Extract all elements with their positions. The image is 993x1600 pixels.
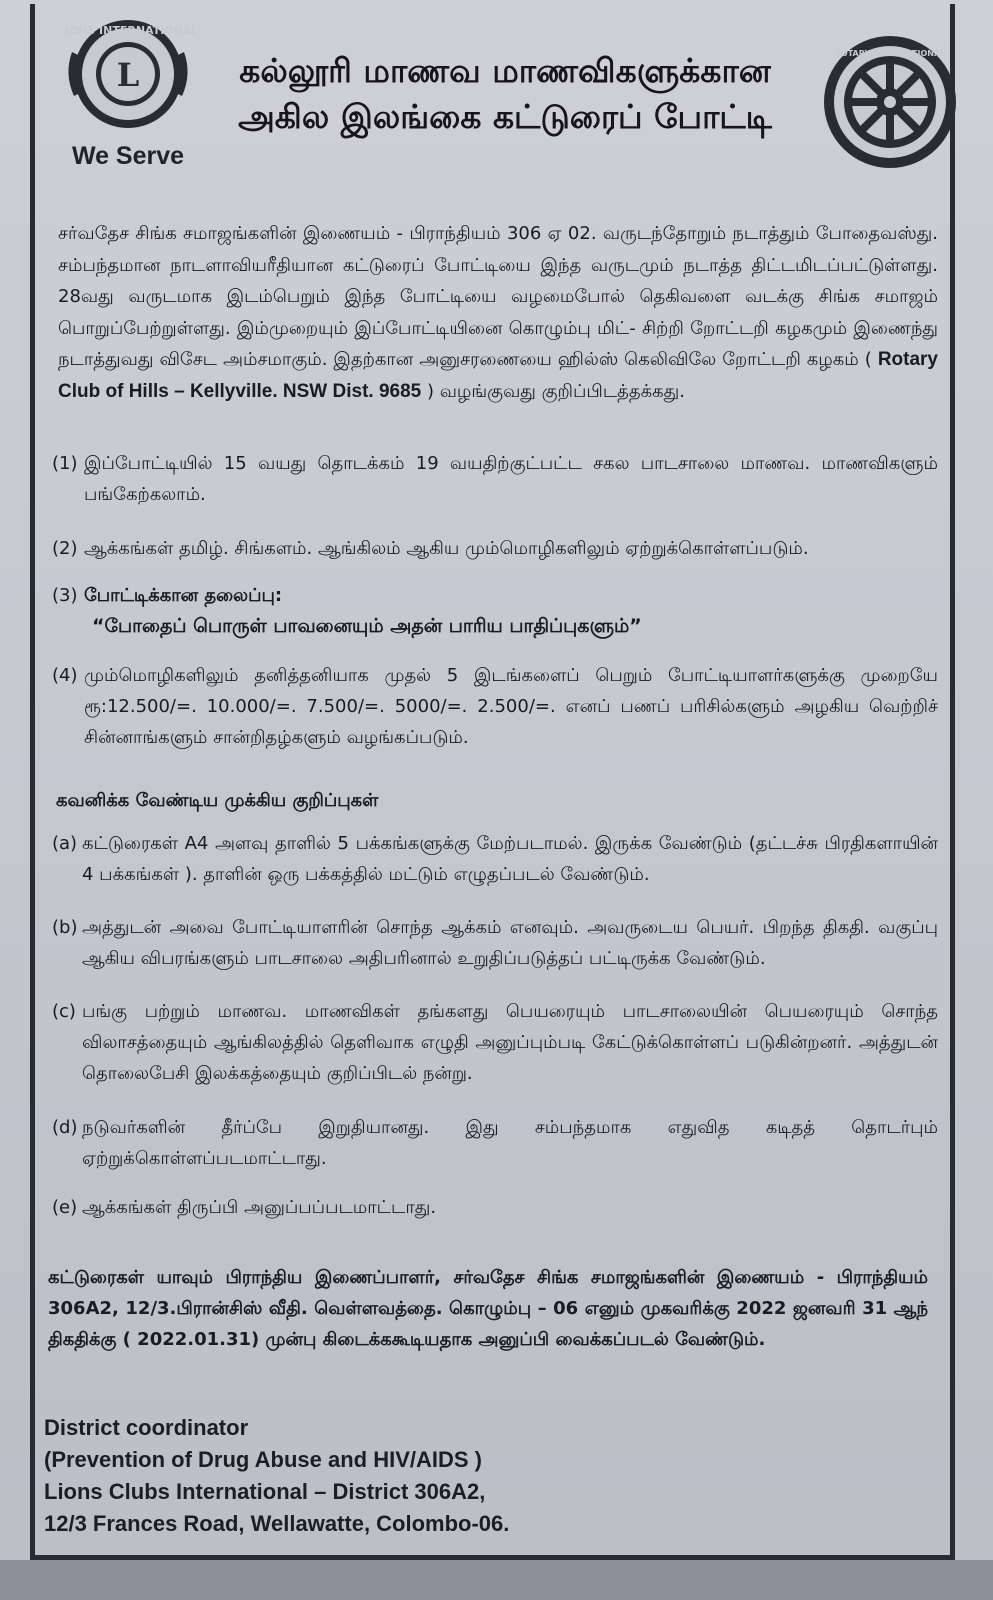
lions-logo — [62, 12, 197, 172]
rule-number: (2) — [52, 538, 78, 559]
intro-paragraph — [58, 218, 938, 407]
intro-text: சர்வதேச சிங்க சமாஜங்களின் இணையம் - பிராந்தியம் 306 ஏ 02. வருடந்தோறும் நடாத்தும் போதைவஸ்து. சம்பந்தமான நாடளாவியரீதியான கட்டுரைப் போட்டியை இந்த வருடமும் நடாத்த திட்டமிடப்பட்டுள்ளது. 28வது வருடமாக இடம்பெறும் இந்த போட்டியை வழமைபோல் தெகிவளை வடக்கு சிங்க சமாஜம் பொறுப்பேற்றுள்ளது. இம்முறையும் இப்போட்டியினை கொழும்பு மிட்- சிற்றி றோட்டறி கழகமும் இணைந்து நடாத்துவது விசேட அம்சமாகும். இதற்கான அனுசரணையை ஹில்ஸ் கெலிவிலே றோட்டறி கழகம் ( — [58, 223, 938, 370]
title-line-2: அகில இலங்கை கட்டுரைப் போட்டி — [238, 97, 772, 136]
note-letter: (a) — [52, 833, 78, 854]
signature-block — [44, 1412, 509, 1540]
note-letter: (c) — [52, 1001, 76, 1022]
notes-heading: கவனிக்க வேண்டிய முக்கிய குறிப்புகள் — [56, 790, 379, 811]
rule-number: (1) — [52, 453, 78, 474]
rule-item — [52, 660, 938, 753]
note-letter: (b) — [52, 917, 78, 938]
topic-heading: போட்டிக்கான தலைப்பு: — [84, 585, 283, 606]
signature-line-4: 12/3 Frances Road, Wellawatte, Colombo-06. — [44, 1511, 510, 1536]
rule-item — [52, 448, 938, 510]
rule-number: (4) — [52, 665, 78, 686]
rule-item — [52, 533, 938, 564]
note-item — [52, 828, 938, 890]
page-edge — [0, 1560, 993, 1600]
note-text: பங்கு பற்றும் மாணவ. மாணவிகள் தங்களது பெயரையும் பாடசாலையின் பெயரையும் சொந்த விலாசத்தையும் ஆங்கிலத்தில் தெளிவாக எழுதி அனுப்பும்படி கேட்டுக்கொள்ளப் படுகின்றனர். அத்துடன் தொலைபேசி இலக்கத்தையும் குறிப்பிடல் நன்று. — [82, 1001, 938, 1084]
note-text: அத்துடன் அவை போட்டியாளரின் சொந்த ஆக்கம் எனவும். அவருடைய பெயர். பிறந்த திகதி. வகுப்பு ஆகிய விபரங்களும் பாடசாலை அதிபரினால் உறுதிப்படுத்தப் பட்டிருக்க வேண்டும். — [82, 917, 938, 969]
intro-tail: ) வழங்குவது குறிப்பிடத்தக்கது. — [426, 380, 685, 402]
rotary-logo — [820, 32, 960, 172]
signature-line-1: District coordinator — [44, 1415, 249, 1440]
note-item — [52, 1112, 938, 1174]
note-letter: (e) — [52, 1197, 78, 1218]
note-letter: (d) — [52, 1117, 78, 1138]
rule-number: (3) — [52, 585, 78, 606]
sponsor-name: Rotary Club of Hills – Kellyville. NSW Dist. 9685 — [58, 349, 938, 402]
note-text: ஆக்கங்கள் திருப்பி அனுப்பப்படமாட்டாது. — [82, 1197, 437, 1218]
note-item — [52, 912, 938, 974]
signature-line-2: (Prevention of Drug Abuse and HIV/AIDS ) — [44, 1447, 482, 1472]
rotary-ring-text: ROTARY INTERNATIONAL — [834, 49, 946, 58]
essay-topic: “போதைப் பொருள் பாவனையும் அதன் பாரிய பாதிப்புகளும்” — [92, 615, 642, 637]
lions-letter: L — [116, 56, 140, 94]
lions-motto: We Serve — [71, 142, 185, 170]
note-text: கட்டுரைகள் A4 அளவு தாளில் 5 பக்கங்களுக்கு மேற்படாமல். இருக்க வேண்டும் (தட்டச்சு பிரதிகளாயின் 4 பக்கங்கள் ). தாளின் ஒரு பக்கத்தில் மட்டும் எழுதப்படல் வேண்டும். — [82, 833, 938, 885]
rule-item-topic — [52, 580, 938, 642]
notice-title — [215, 48, 795, 140]
signature-line-3: Lions Clubs International – District 306A2, — [44, 1479, 486, 1504]
rule-text: மும்மொழிகளிலும் தனித்தனியாக முதல் 5 இடங்களைப் பெறும் போட்டியாளர்களுக்கு முறையே ரூ:12.500/=. 10.000/=. 7.500/=. 5000/=. 2.500/=. எனப் பணப் பரிசில்களும் அழகிய வெற்றிச் சின்னாங்களும் சான்றிதழ்களும் வழங்கப்படும். — [84, 665, 938, 748]
rule-text: ஆக்கங்கள் தமிழ். சிங்களம். ஆங்கிலம் ஆகிய மும்மொழிகளிலும் ஏற்றுக்கொள்ளப்படும். — [84, 538, 809, 559]
lions-ring-text: LIONS INTERNATIONAL — [62, 24, 197, 37]
rule-text: இப்போட்டியில் 15 வயது தொடக்கம் 19 வயதிற்குட்பட்ட சகல பாடசாலை மாணவ. மாணவிகளும் பங்கேற்கலாம். — [84, 453, 938, 505]
note-item — [52, 996, 938, 1089]
note-item — [52, 1192, 938, 1223]
note-text: நடுவர்களின் தீர்ப்பே இறுதியானது. இது சம்பந்தமாக எதுவித கடிதத் தொடர்பும் ஏற்றுக்கொள்ளப்படமாட்டாது. — [82, 1117, 938, 1169]
submission-instructions: கட்டுரைகள் யாவும் பிராந்திய இணைப்பாளர், சர்வதேச சிங்க சமாஜங்களின் இணையம் - பிராந்தியம் 306A2, 12/3.பிரான்சிஸ் வீதி. வெள்ளவத்தை. கொழும்பு – 06 எனும் முகவரிக்கு 2022 ஜனவரி 31 ஆந் திகதிக்கு ( 2022.01.31) முன்பு கிடைக்ககூடியதாக அனுப்பி வைக்கப்படல் வேண்டும். — [48, 1267, 928, 1350]
title-line-1: கல்லூரி மாணவ மாணவிகளுக்கான — [239, 51, 771, 90]
